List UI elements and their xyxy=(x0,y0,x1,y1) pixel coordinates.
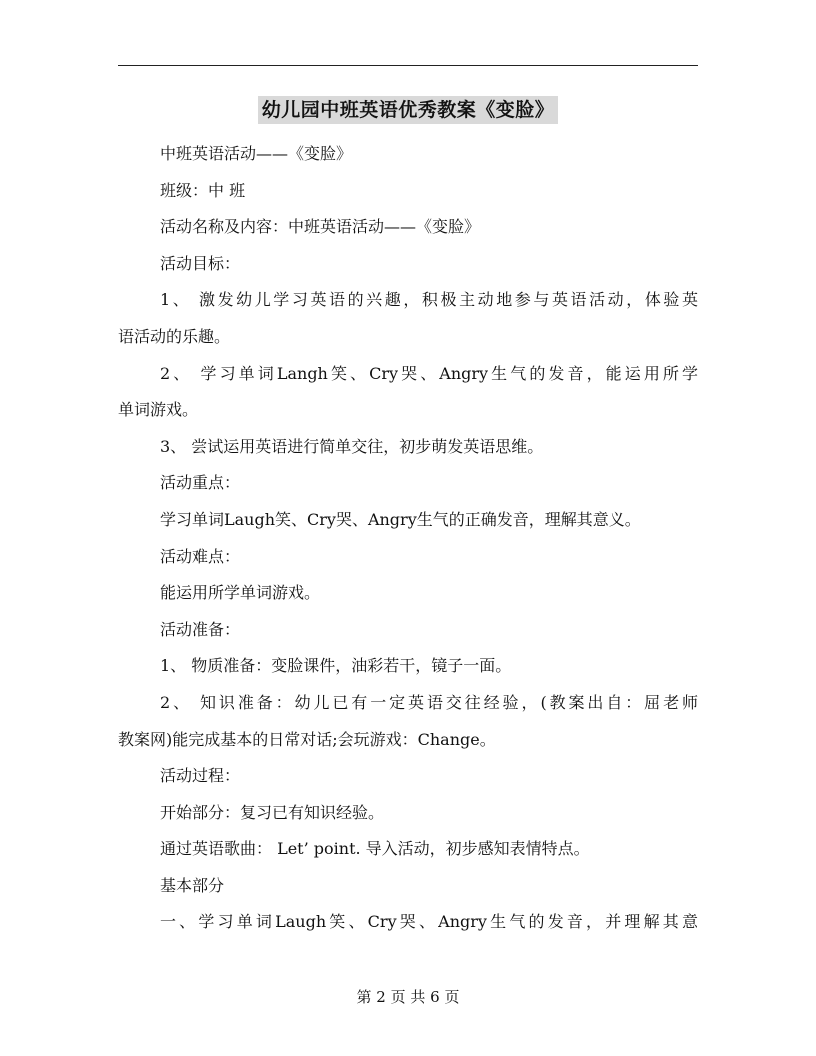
text-line: 基本部分 xyxy=(160,875,225,895)
text-line: 3、 尝试运用英语进行简单交往，初步萌发英语思维。 xyxy=(160,436,544,456)
text-line: 活动难点： xyxy=(160,546,241,566)
text-line: 2、 学习单词Langh笑、Cry哭、Angry生气的发音，能运用所学 xyxy=(160,363,698,383)
page-footer: 第 2 页 共 6 页 xyxy=(356,988,460,1006)
text-line: 教案网)能完成基本的日常对话;会玩游戏：Change。 xyxy=(118,729,496,749)
text-line: 1、 激发幼儿学习英语的兴趣，积极主动地参与英语活动，体验英 xyxy=(160,290,698,310)
title-container xyxy=(0,96,816,124)
text-line: 能运用所学单词游戏。 xyxy=(160,583,321,603)
text-line: 通过英语歌曲： Let’ point. 导入活动，初步感知表情特点。 xyxy=(160,839,590,859)
text-line: 班级：中 班 xyxy=(160,180,246,200)
text-line: 一、学习单词Laugh笑、Cry哭、Angry生气的发音，并理解其意 xyxy=(160,912,698,932)
text-line: 活动名称及内容：中班英语活动——《变脸》 xyxy=(160,217,481,237)
text-line: 中班英语活动——《变脸》 xyxy=(160,144,353,163)
text-line: 1、 物质准备：变脸课件，油彩若干，镜子一面。 xyxy=(160,656,512,676)
text-line: 开始部分：复习已有知识经验。 xyxy=(160,802,385,822)
text-line: 活动重点： xyxy=(160,473,241,493)
document-body xyxy=(118,136,698,941)
text-line: 语活动的乐趣。 xyxy=(118,326,231,346)
header-rule xyxy=(118,65,698,66)
text-line: 活动过程： xyxy=(160,766,241,786)
text-line: 2、 知识准备：幼儿已有一定英语交往经验，(教案出自：屈老师 xyxy=(160,692,698,712)
text-line: 活动目标： xyxy=(160,253,241,273)
text-line: 学习单词Laugh笑、Cry哭、Angry生气的正确发音，理解其意义。 xyxy=(160,509,641,529)
text-line: 活动准备： xyxy=(160,619,241,639)
text-line: 单词游戏。 xyxy=(118,400,199,420)
document-title: 幼儿园中班英语优秀教案《变脸》 xyxy=(258,96,559,124)
